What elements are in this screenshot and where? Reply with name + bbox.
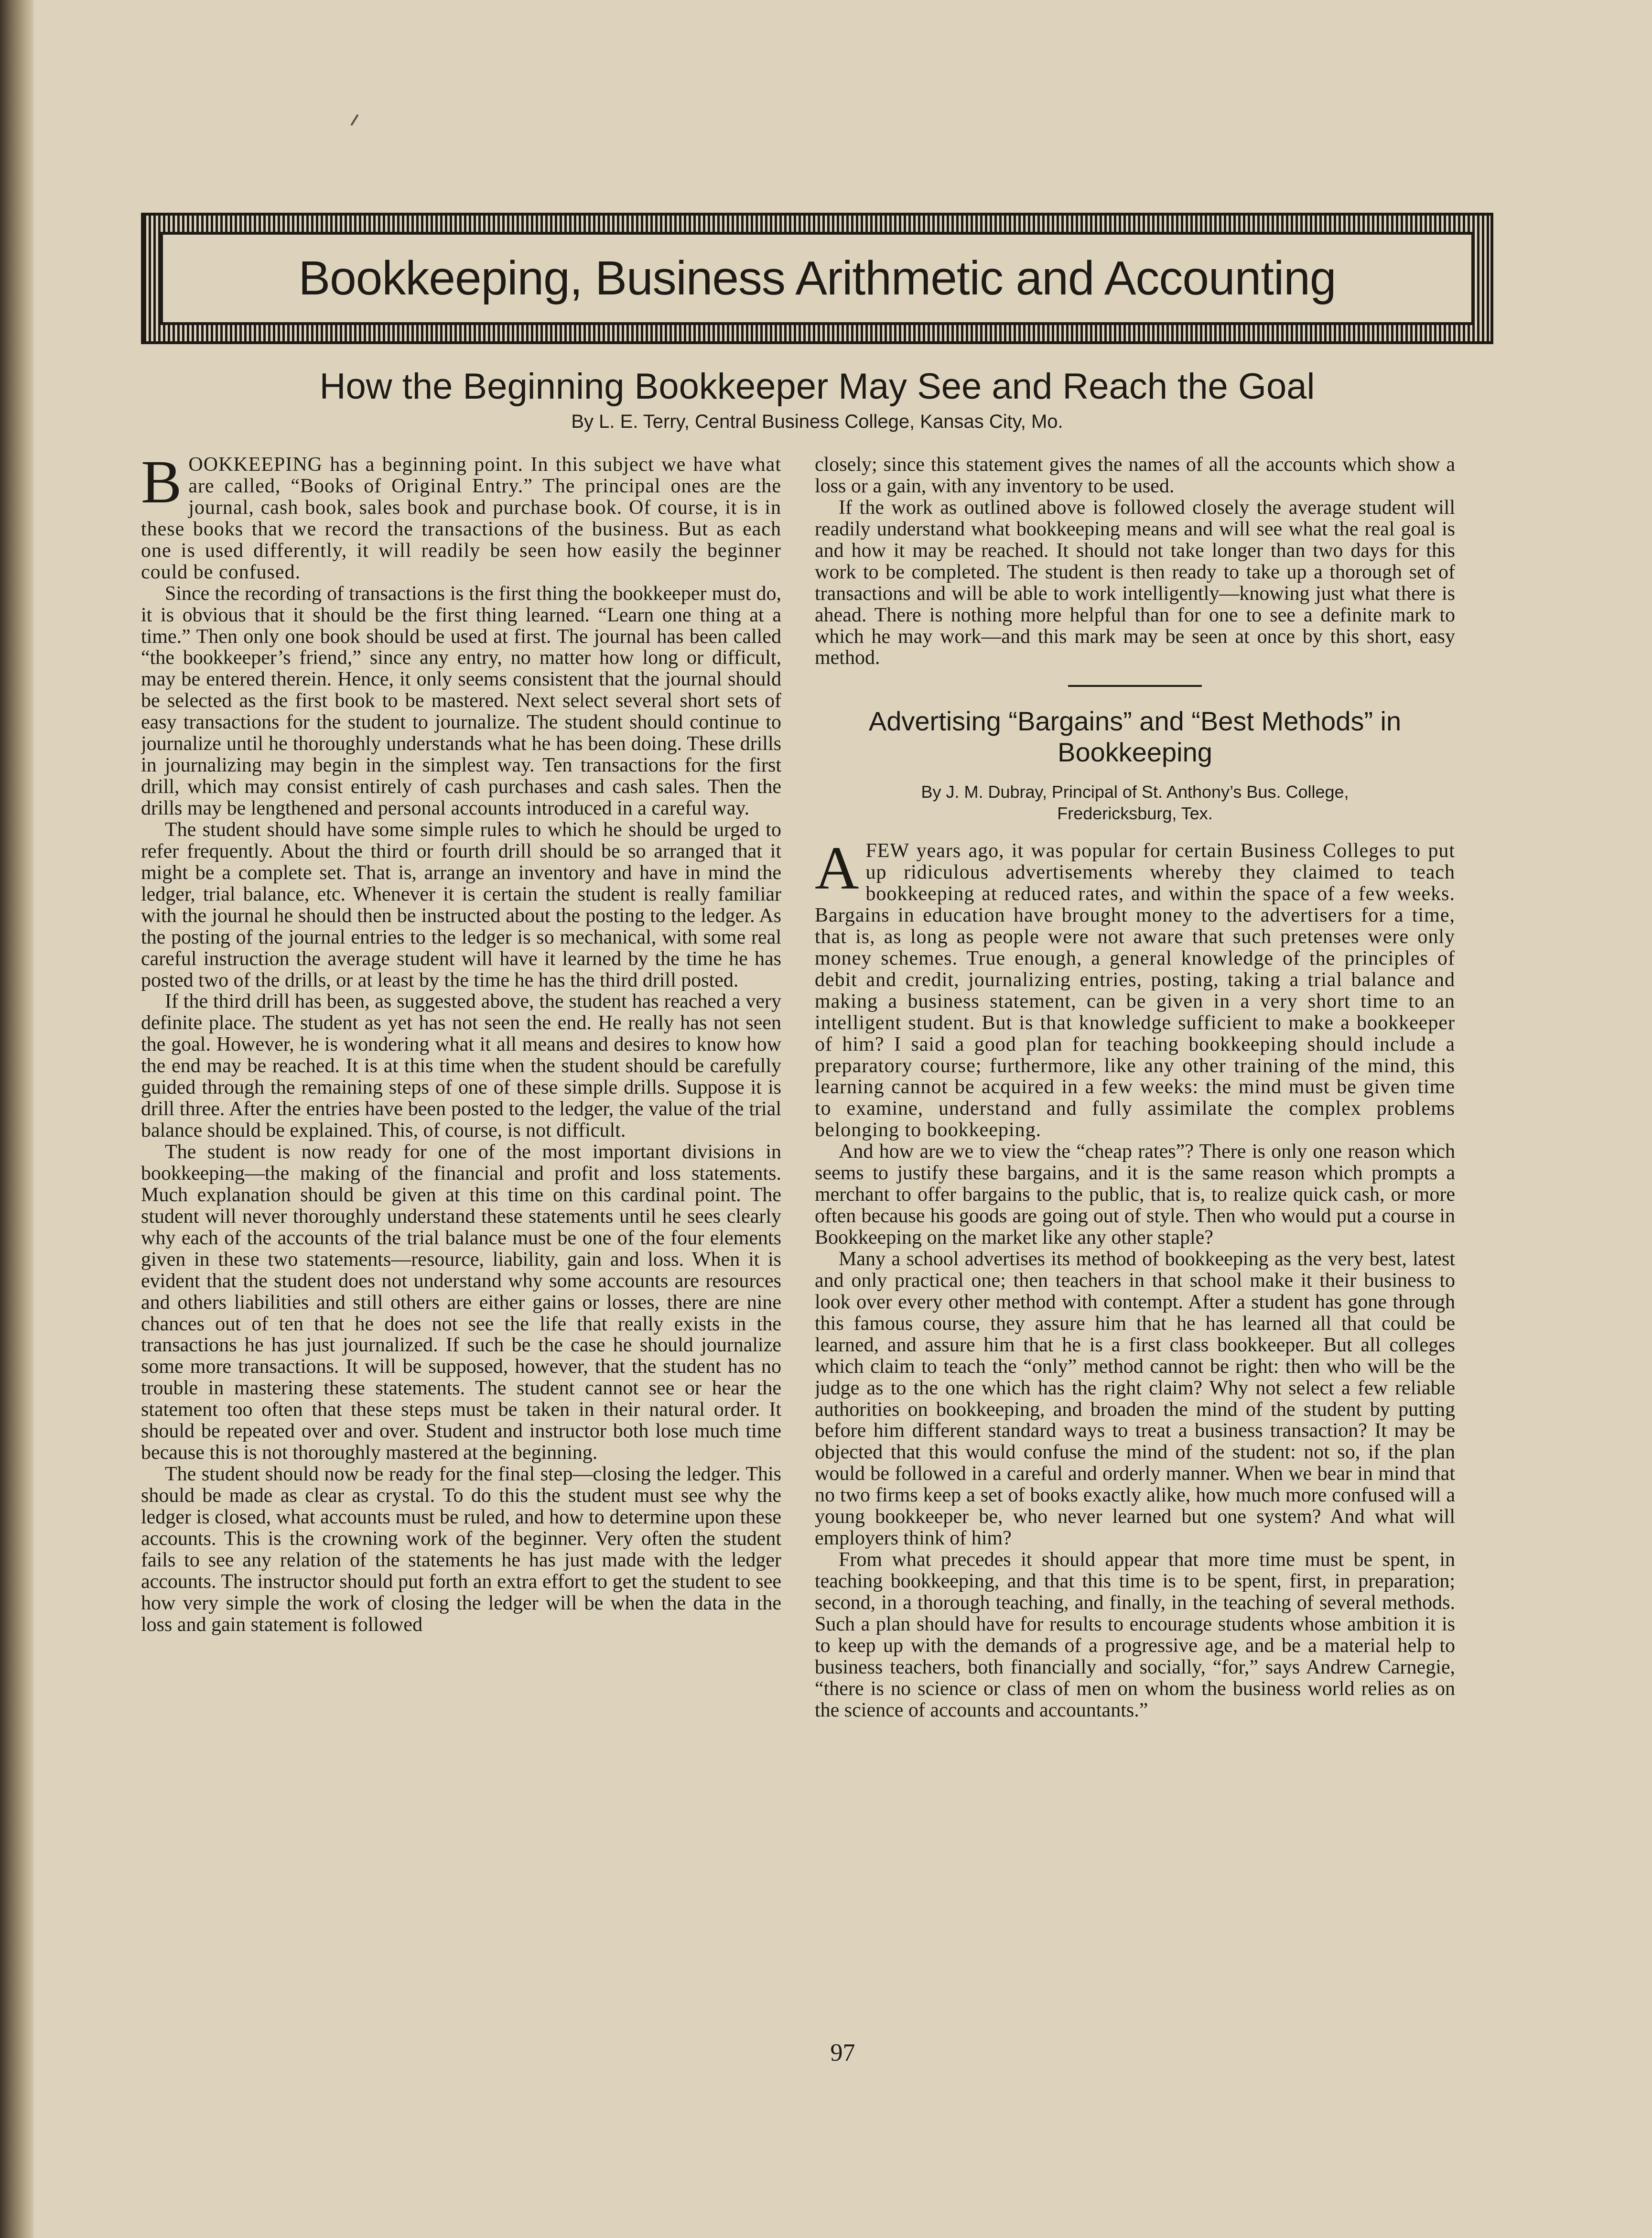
book-spine-shadow xyxy=(0,0,33,2238)
paragraph: From what precedes it should appear that more time must be spent, in teaching bookkeeping, and that this time is to be spent, first, in preparation; second, in a thorough teaching, and finally, in the teaching of several methods. Such a plan should have for results to encourage students whose ambition it is to keep up with the demands of a progressive age, and be a material help to business teachers, both financially and socially, “for,” says Andrew Carnegie, “there is no science or class of men on whom the business world relies as on the science of accounts and accountants.” xyxy=(815,1549,1455,1721)
lead-paragraph xyxy=(141,454,781,583)
paragraph: The student should have some simple rules to which he should be urged to refer frequently. About the third or fourth drill should be so arranged that it might be a complete set. That is, arrange an inventory and have in mind the ledger, trial balance, etc. Whenever it is certain the student is really familiar with the journal he should then be instructed about the posting to the ledger. As the posting of the journal entries to the ledger is so mechanical, with some real careful instruction the average student will have it learned by the time he has posted two of the drills, or at least by the time he has the third drill posted. xyxy=(141,818,781,991)
magazine-page xyxy=(33,0,1652,2238)
paragraph: The student is now ready for one of the most important divisions in bookkeeping—the making of the financial and profit and loss statements. Much explanation should be given at this time on this cardinal point. The student will never thoroughly understand these statements until he sees clearly why each of the accounts of the trial balance must be one of the four elements given in these two statements—resource, liability, gain and loss. When it is evident that the student does not understand why some accounts are resources and others liabilities and still others are either gains or losses, there are nine chances out of ten that he does not see the life that really exists in the transactions he has just journalized. If such be the case he should journalize some more transactions. It will be supposed, however, that the student has no trouble in mastering these statements. The student cannot see or hear the statement too often that these steps must be taken in their natural order. It should be repeated over and over. Student and instructor both lose much time because this is not thoroughly mastered at the beginning. xyxy=(141,1141,781,1464)
section-title: Bookkeeping, Business Arithmetic and Accounting xyxy=(298,251,1336,305)
article-byline: By L. E. Terry, Central Business College, Kansas City, Mo. xyxy=(571,411,1063,432)
lead-paragraph xyxy=(815,834,1455,1141)
second-article-title: Advertising “Bargains” and “Best Methods” in Bookkeeping xyxy=(868,706,1402,767)
ink-speck xyxy=(350,114,358,126)
page-number: 97 xyxy=(830,2039,855,2066)
lead-text: FEW years ago, it was popular for certain Business Colleges to put up ridiculous advertisements whereby they claimed to teach bookkeeping at reduced rates, and within the space of a few weeks. Bargains in education have brought money to the advertisers for a time, that is, as long as people were not aware that such pretenses were only money schemes. True enough, a general knowledge of the principles of debit and credit, journalizing entries, posting, taking a trial balance and making a business statement, can be given in a very short time to an intelligent student. But is that knowledge sufficient to make a bookkeeper of him? I said a good plan for teaching bookkeeping should include a preparatory course; furthermore, like any other training of the mind, this learning cannot be acquired in a few weeks: the mind must be given time to examine, understand and fully assimilate the complex problems belonging to bookkeeping. xyxy=(815,840,1455,1141)
paragraph: Since the recording of transactions is the first thing the bookkeeper must do, it is obvious that it should be the first thing learned. “Learn one thing at a time.” Then only one book should be used at first. The journal has been called “the bookkeeper’s friend,” since any entry, no matter how long or difficult, may be entered therein. Hence, it only seems consistent that the journal should be selected as the first book to be mastered. Next select several short sets of easy transactions for the student to journalize. The student should continue to journalize until he thoroughly understands what he has been doing. These drills in journalizing may begin in the simplest way. Ten transactions for the first drill, which may consist entirely of cash purchases and cash sales. Then the drills may be lengthened and personal accounts introduced in a careful way. xyxy=(141,582,781,819)
section-banner-inner xyxy=(160,232,1474,325)
byline-line: By J. M. Dubray, Principal of St. Anthony’s Bus. College, xyxy=(921,782,1349,802)
drop-cap: B xyxy=(141,454,182,516)
paragraph: Many a school advertises its method of bookkeeping as the very best, latest and only practical one; then teachers in that school make it their business to look over every other method with contempt. After a student has gone through this famous course, they assure him that he has learned all that could be learned, and assure him that he is a first class bookkeeper. But all colleges which claim to teach the “only” method cannot be right: then who will be the judge as to the one which has the right claim? Why not select a few reliable authorities on bookkeeping, and broaden the mind of the student by putting before him different standard ways to treat a business transaction? It may be objected that this would confuse the mind of the student: not so, if the plan would be followed in a careful and orderly manner. When we bear in mind that no two firms keep a set of books exactly alike, how much more confused will a young bookkeeper be, who never learned but one system? And what will employers think of him? xyxy=(815,1248,1455,1550)
section-banner xyxy=(141,213,1493,344)
second-article-byline xyxy=(815,781,1455,824)
continued-paragraph: closely; since this statement gives the names of all the accounts which show a loss or a gain, with any inventory to be used. xyxy=(815,454,1455,497)
paragraph: The student should now be ready for the final step—closing the ledger. This should be made as clear as crystal. To do this the student must see why the ledger is closed, what accounts must be ruled, and how to determine upon these accounts. This is the crowning work of the beginner. Very often the student fails to see any relation of the statements he has just made with the ledger accounts. The instructor should put forth an extra effort to get the student to see how very simple the work of closing the ledger will be when the data in the loss and gain statement is followed xyxy=(141,1463,781,1636)
paragraph: If the work as outlined above is followed closely the average student will readily understand what bookkeeping means and will see what the real goal is and how it may be reached. It should not take longer than two days for this work to be completed. The student is then ready to take up a thorough set of transactions and will be able to work intelligently—knowing just what there is ahead. There is nothing more helpful than for one to see a definite mark to which he may work—and this mark may be seen at once by this short, easy method. xyxy=(815,496,1455,669)
left-column xyxy=(141,454,781,2028)
lead-text: OOKKEEPING has a beginning point. In this subject we have what are called, “Books of Original Entry.” The principal ones are the journal, cash book, sales book and purchase book. Of course, it is in these books that we record the transactions of the business. But as each one is used differently, it will readily be seen how easily the beginner could be confused. xyxy=(141,454,781,583)
byline-line: Fredericksburg, Tex. xyxy=(1057,804,1213,824)
paragraph: And how are we to view the “cheap rates”? There is only one reason which seems to justify these bargains, and it is the same reason which prompts a merchant to offer bargains to the public, that is, to realize quick cash, or more often because his goods are going out of style. Then who would put a course in Bookkeeping on the market like any other staple? xyxy=(815,1141,1455,1249)
right-column xyxy=(815,454,1455,2028)
article-divider xyxy=(1068,685,1202,687)
drop-cap: A xyxy=(815,834,859,902)
article-title: How the Beginning Bookkeeper May See and Reach the Goal xyxy=(319,366,1315,407)
paragraph: If the third drill has been, as suggested above, the student has reached a very definite place. The student as yet has not seen the end. He really has not seen the goal. However, he is wondering what it all means and desires to know how the end may be reached. It is at this time when the student should be carefully guided through the remaining steps of one of these simple drills. Suppose it is drill three. After the entries have been posted to the ledger, the value of the trial balance should be explained. This, of course, is not difficult. xyxy=(141,990,781,1142)
